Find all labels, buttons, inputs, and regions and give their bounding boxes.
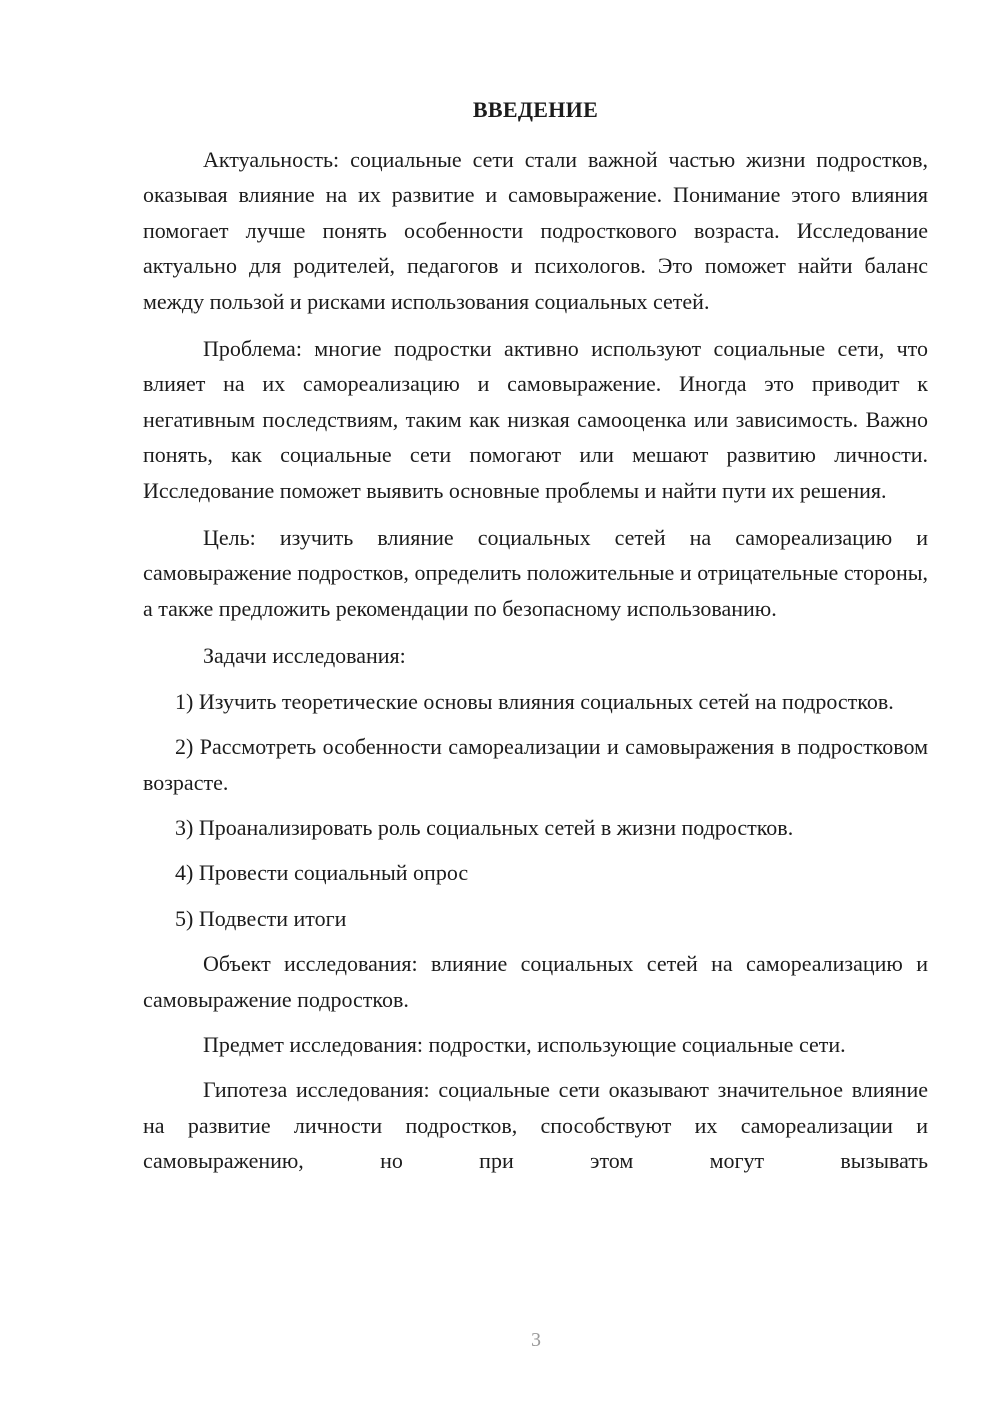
- task-item-4: 4) Провести социальный опрос: [175, 860, 469, 886]
- tasks-heading: Задачи исследования:: [203, 643, 406, 669]
- paragraph-goal: Цель: изучить влияние социальных сетей на самореализацию и самовыражение подростков, определить положительные и отрицательные стороны, а также предложить рекомендации по безопасному использованию.: [143, 525, 928, 621]
- paragraph-hypothesis: Гипотеза исследования: социальные сети оказывают значительное влияние на развитие личности подростков, способствуют их самореализации и самовыражению, но при этом могут вызывать: [143, 1077, 928, 1174]
- paragraph-relevance: Актуальность: социальные сети стали важной частью жизни подростков, оказывая влияние на их развитие и самовыражение. Понимание этого влияния помогает лучше понять особенности подросткового возраста. Исследование актуально для родителей, педагогов и психологов. Это поможет найти баланс между пользой и рисками использования социальных сетей.: [143, 147, 928, 314]
- page-number: 3: [531, 1329, 541, 1351]
- paragraph-object: Объект исследования: влияние социальных сетей на самореализацию и самовыражение подростков.: [143, 951, 928, 1012]
- page-title: ВВЕДЕНИЕ: [472, 97, 599, 122]
- document-page: [143, 92, 928, 1179]
- paragraph-problem: Проблема: многие подростки активно используют социальные сети, что влияет на их самореализацию и самовыражение. Иногда это приводит к негативным последствиям, таким как низкая самооценка или зависимость. Важно понять, как социальные сети помогают или мешают развитию личности. Исследование поможет выявить основные проблемы и найти пути их решения.: [143, 336, 928, 503]
- task-item-1: 1) Изучить теоретические основы влияния социальных сетей на подростков.: [175, 688, 894, 714]
- paragraph-subject: Предмет исследования: подростки, использующие социальные сети.: [203, 1031, 846, 1057]
- task-item-2: 2) Рассмотреть особенности самореализации и самовыражения в подростковом возрасте.: [143, 734, 928, 795]
- task-item-3: 3) Проанализировать роль социальных сетей в жизни подростков.: [175, 814, 794, 840]
- task-item-5: 5) Подвести итоги: [175, 905, 347, 931]
